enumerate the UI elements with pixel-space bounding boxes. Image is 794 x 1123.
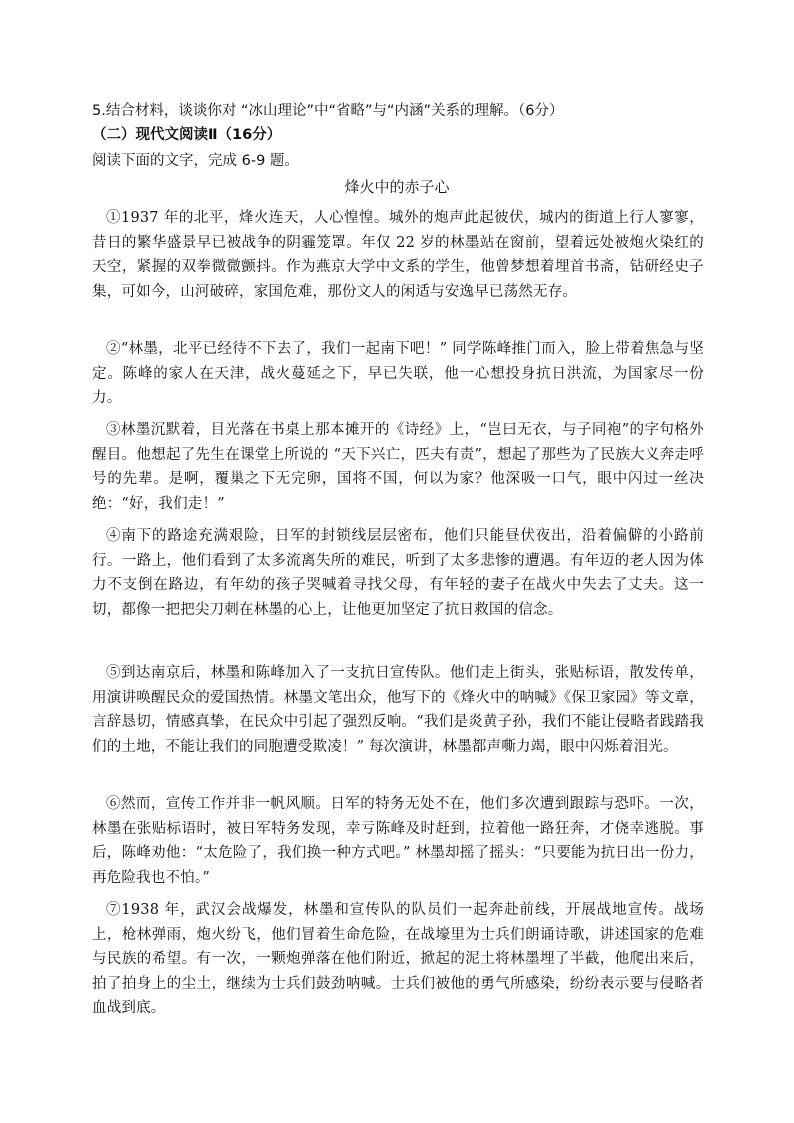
article-paragraph-7: ⑦1938 年，武汉会战爆发，林墨和宣传队的队员们一起奔赴前线，开展战地宣传。战场上，枪林弹雨，炮火纷飞，他们冒着生命危险，在战壕里为士兵们朗诵诗歌，讲述国家的危难与民族的希望。有一次，一颗炮弹落在他们附近，掀起的泥土将林墨埋了半截，他爬出来后，拍了拍身上的尘土，继续为士兵们鼓劲呐喊。士兵们被他的勇气所感染，纷纷表示要与侵略者血战到底。 [92, 902, 704, 1017]
article-paragraph-2: ②“林墨，北平已经待不下去了，我们一起南下吧！” 同学陈峰推门而入，脸上带着焦急与坚定。陈峰的家人在天津，战火蔓延之下，早已失联，他一心想投身抗日洪流，为国家尽一份力。 [92, 341, 704, 407]
article-paragraph-1: ①1937 年的北平，烽火连天，人心惶惶。城外的炮声此起彼伏，城内的街道上行人寥寥，昔日的繁华盛景早已被战争的阴霾笼罩。年仅 22 岁的林墨站在窗前，望着远处被炮火染红的天空，紧握的双拳微微颤抖。作为燕京大学中文系的学生，他曾梦想着埋首书斋，钻研经史子集，可如今，山河破碎，家国危难，那份文人的闲适与安逸早已荡然无存。 [92, 210, 704, 300]
section-header: （二）现代文阅读Ⅱ（16分） [92, 127, 282, 143]
question-5: 5.结合材料，谈谈你对 “冰山理论”中“省略”与“内涵”关系的理解。（6分） [92, 103, 564, 119]
article-paragraph-6: ⑥然而，宣传工作并非一帆风顺。日军的特务无处不在，他们多次遭到跟踪与恐吓。一次，林墨在张贴标语时，被日军特务发现，幸亏陈峰及时赶到，拉着他一路狂奔，才侥幸逃脱。事后，陈峰劝他：“太危险了，我们换一种方式吧。” 林墨却摇了摇头：“只要能为抗日出一份力，再危险我也不怕。” [92, 796, 704, 886]
reading-instruction: 阅读下面的文字，完成 6-9 题。 [92, 153, 299, 169]
article-title: 烽火中的赤子心 [344, 178, 450, 196]
article-paragraph-3: ③林墨沉默着，目光落在书桌上那本摊开的《诗经》上，“岂曰无衣，与子同袍”的字句格外醒目。他想起了先生在课堂上所说的 “天下兴亡，匹夫有责”，想起了那些为了民族大义奔走呼号的先辈。是啊，覆巢之下无完卵，国将不国，何以为家？他深吸一口气，眼中闪过一丝决绝：“好，我们走！” [92, 422, 704, 512]
article-paragraph-4: ④南下的路途充满艰险，日军的封锁线层层密布，他们只能昼伏夜出，沿着偏僻的小路前行。一路上，他们看到了太多流离失所的难民，听到了太多悲惨的遭遇。有年迈的老人因为体力不支倒在路边，有年幼的孩子哭喊着寻找父母，有年轻的妻子在战火中失去了丈夫。这一切，都像一把把尖刀刺在林墨的心上，让他更加坚定了抗日救国的信念。 [92, 528, 704, 618]
article-paragraph-5: ⑤到达南京后，林墨和陈峰加入了一支抗日宣传队。他们走上街头，张贴标语，散发传单，用演讲唤醒民众的爱国热情。林墨文笔出众，他写下的《烽火中的呐喊》《保卫家园》等文章，言辞恳切，情感真挚，在民众中引起了强烈反响。“我们是炎黄子孙，我们不能让侵略者践踏我们的土地，不能让我们的同胞遭受欺凌！” 每次演讲，林墨都声嘶力竭，眼中闪烁着泪光。 [92, 665, 704, 755]
